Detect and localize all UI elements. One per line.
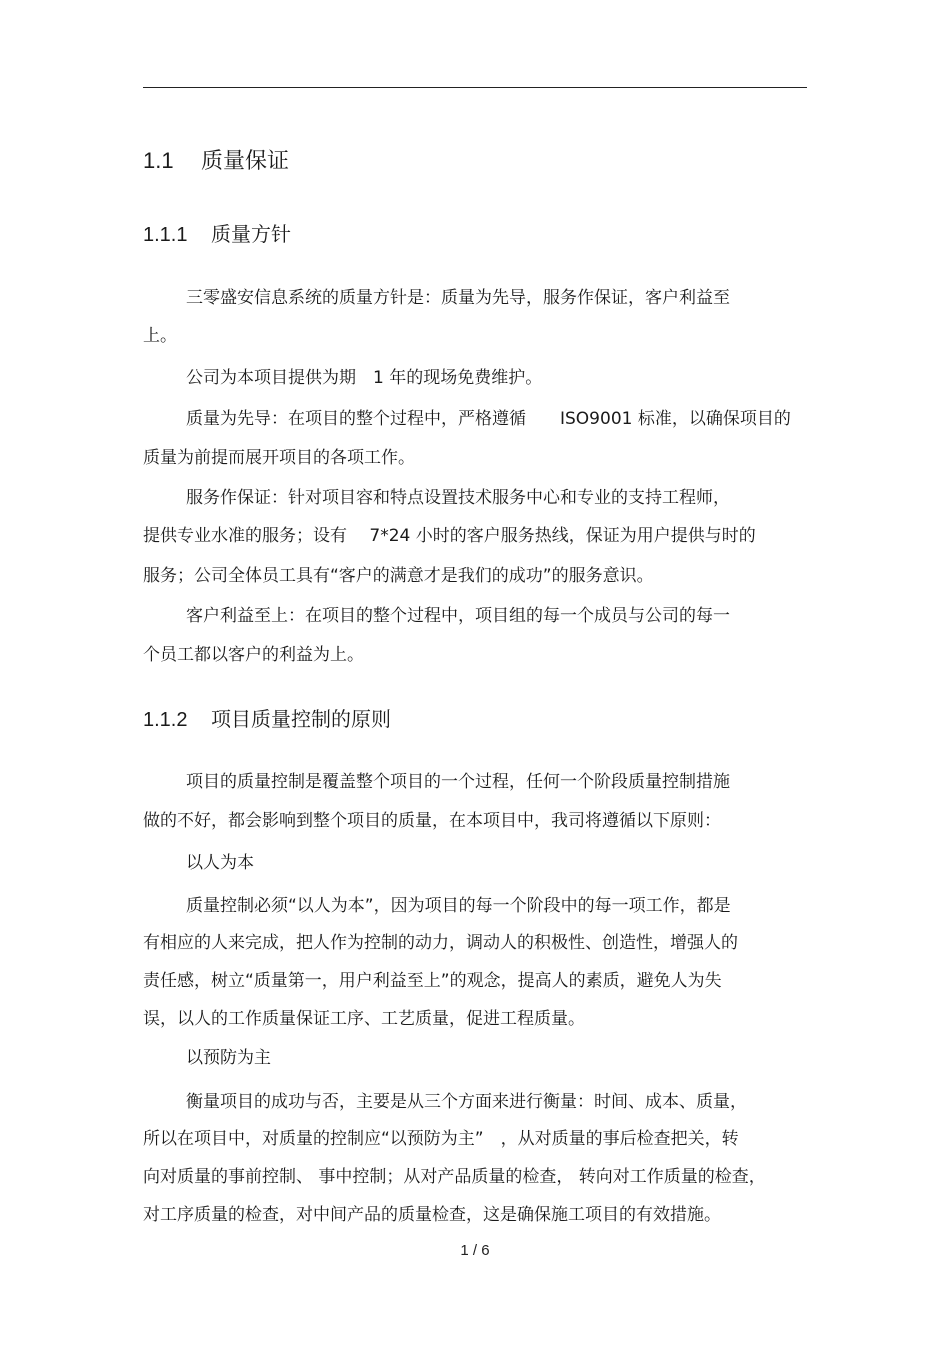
paragraph-line: 个员工都以客户的利益为上。 [143,645,364,665]
paragraph-line: 项目的质量控制是覆盖整个项目的一个过程，任何一个阶段质量控制措施 [186,772,730,792]
principle-heading: 以预防为主 [186,1048,271,1068]
paragraph-line: 质量为先导：在项目的整个过程中，严格遵循 ISO9001 标准，以确保项目的 [186,409,791,429]
paragraph-line: 客户利益至上：在项目的整个过程中，项目组的每一个成员与公司的每一 [186,606,730,626]
paragraph-line: 上。 [143,326,177,346]
principle-heading: 以人为本 [186,853,254,873]
paragraph-line: 公司为本项目提供为期 1 年的现场免费维护。 [186,368,543,388]
paragraph-line: 提供专业水准的服务；设有 7*24 小时的客户服务热线，保证为用户提供与时的 [143,526,756,546]
paragraph-line: 三零盛安信息系统的质量方针是：质量为先导，服务作保证，客户利益至 [186,288,730,308]
section-title: 质量保证 [201,149,290,174]
paragraph-line: 服务作保证：针对项目容和特点设置技术服务中心和专业的支持工程师， [186,488,730,508]
paragraph-line: 向对质量的事前控制、 事中控制；从对产品质量的检查， 转向对工作质量的检查， [143,1167,766,1187]
paragraph-line: 衡量项目的成功与否，主要是从三个方面来进行衡量：时间、成本、质量， [186,1092,747,1112]
paragraph-line: 对工序质量的检查，对中间产品的质量检查，这是确保施工项目的有效措施。 [143,1205,721,1225]
page-number: 1 / 6 [460,1242,490,1259]
paragraph-line: 服务；公司全体员工具有“客户的满意才是我们的成功”的服务意识。 [143,566,654,586]
paragraph-line: 质量为前提而展开项目的各项工作。 [143,448,415,468]
paragraph-line: 误，以人的工作质量保证工序、工艺质量，促进工程质量。 [143,1009,585,1029]
paragraph-line: 做的不好，都会影响到整个项目的质量，在本项目中，我司将遵循以下原则： [143,811,721,831]
paragraph-line: 责任感，树立“质量第一，用户利益至上”的观念，提高人的素质，避免人为失 [143,971,722,991]
subsection-heading [143,221,291,248]
subsection-heading [143,706,391,733]
subsection-title: 质量方针 [211,222,291,246]
subsection-number: 1.1.2 [143,709,188,731]
subsection-number: 1.1.1 [143,224,188,246]
paragraph-line: 有相应的人来完成，把人作为控制的动力，调动人的积极性、创造性，增强人的 [143,933,738,953]
subsection-title: 项目质量控制的原则 [211,707,391,731]
section-heading [143,147,289,176]
paragraph-line: 质量控制必须“以人为本”，因为项目的每一个阶段中的每一项工作，都是 [186,896,731,916]
section-number: 1.1 [143,148,174,173]
header-rule [143,87,807,88]
paragraph-line: 所以在项目中，对质量的控制应“以预防为主” ，从对质量的事后检查把关，转 [143,1129,739,1149]
